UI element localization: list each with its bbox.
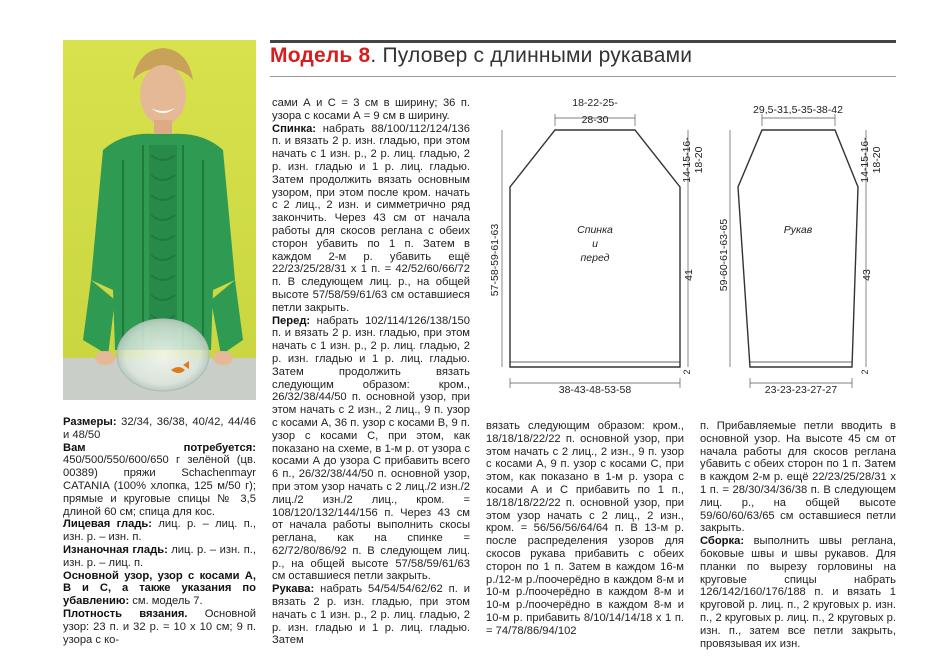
title-rule (270, 40, 896, 43)
sleeve-raglan-height: 14-15-16- (859, 137, 871, 183)
right-column-2-text: п. Прибавляемые петли вводить в основной узор. На высоте 45 см от начала работы для скосов реглана убавить с обеих сторон по 1 п. Затем в каждом 2-м р. ещё 22/23/25/28/31 х 1 п. = 28/30/34/36/38 п. В следующем лиц. р., на общей высоте 59/60/60/63/65 см оставшиеся петли закрыть. (700, 420, 896, 535)
gauge-label: Плотность вязания. (63, 607, 188, 620)
sleeve-schematic (738, 130, 858, 367)
model-photo (63, 40, 256, 400)
body-raglan-height-2: 18-20 (693, 146, 705, 174)
front-text: набрать 102/114/126/138/150 п. и вязать 2 р. изн. гладью, при этом начать с 1 изн. р., 2 р. лиц. гладью, 2 р. изн. гладью и 1 р. лиц. гладью. Затем продолжить вязать следующим образом: кром., 26/32/38/44/50 п. основной узор, при этом начать с 2 изн., 2 лиц., 9 п. узор с косами А, 36 п. узор с косами В, 9 п. узор с косами С, при этом, как показано на схеме, в 1-м р. от узора с косами А до узора С прибавить всего 6 п., 26/32/38/44/50 п. основной узор, при этом узор начать с 2 лиц./2 изн./2 лиц./2 изн./2 лиц., кром. = 108/120/132/144/156 п. Через 43 см от начала работы выполнить скосы реглана, как на спинке = 62/72/80/86/92 п. В следующем лиц. р., на общей высоте 57/58/59/61/63 см оставшиеся петли закрыть. (272, 314, 471, 583)
materials-paragraph (63, 442, 256, 519)
sleeve-bottom-width: 23-23-23-27-27 (764, 384, 838, 396)
left-column (63, 416, 256, 646)
right-column-2 (700, 420, 896, 650)
gauge-text: Основной узор: 23 п. и 32 р. = 10 х 10 см; 9 п. узора с ко- (63, 607, 257, 646)
assembly-label: Сборка: (700, 535, 745, 548)
pattern-label: Основной узор, узор с косами А, В и С, а также указания по убавлению: (63, 569, 256, 608)
reverse-text: лиц. р. – изн. п., изн. р. – лиц. п. (63, 543, 256, 569)
sizes-label: Размеры: (63, 416, 117, 428)
model-label: Модель 8 (270, 44, 371, 67)
sleeve-text: набрать 54/54/54/62/62 п. и вязать 2 р. изн. гладью, при этом начать с 1 изн. р., 2 р. лиц. гладью, 2 р. изн. гладью и 1 р. лиц. гладью. Затем (272, 583, 470, 647)
pattern-text: см. модель 7. (132, 595, 203, 608)
sizes-text: 32/34, 36/38, 40/42, 44/46 и 48/50 (63, 416, 256, 441)
front-label: Перед: (272, 314, 311, 327)
body-label-1: Спинка (577, 224, 613, 236)
stockinette-text: лиц. р. – лиц. п., изн. р. – изн. п. (63, 518, 256, 544)
pattern-paragraph (63, 570, 256, 608)
sleeve-raglan-height-2: 18-20 (871, 146, 883, 174)
garment-title: Пуловер с длинными рукавами (382, 44, 693, 67)
reverse-label: Изнаночная гладь: (63, 543, 168, 556)
gauge-paragraph (63, 608, 256, 646)
right-column-1 (486, 420, 684, 638)
sleeve-label: Рукава: (272, 583, 315, 596)
assembly-text: выполнить швы реглана, боковые швы и швы рукавов. Для планки по вырезу горловины на круговые спицы набрать 126/142/160/176/188 п. и вязать 1 круговой р. лиц. п., 2 круговых р. изн. п., 2 круговых р. лиц. п., 2 круговых р. изн. п., затем все петли закрыть, провязывая их изн. (700, 535, 897, 650)
body-bottom-width: 38-43-48-53-58 (558, 384, 632, 396)
body-top-width: 18-22-25- (572, 97, 618, 109)
title-underline (270, 76, 896, 77)
body-label-3: перед (580, 252, 610, 264)
body-lower-height: 41 (683, 269, 695, 281)
body-hem-height: 2 (682, 369, 692, 375)
sleeve-paragraph (272, 583, 470, 647)
sleeve-lower-height: 43 (861, 269, 873, 281)
materials-text: 450/500/550/600/650 г зелёной (цв. 00389) пряжи Schachenmayr CATANIA (100% хлопка, 125 м/50 г); прямые и круговые спицы № 3,5 длиной 60 см; спица для кос. (63, 454, 256, 518)
model-suffix: . (370, 44, 377, 67)
body-top-width-2: 28-30 (581, 114, 609, 126)
sleeve-label: Рукав (783, 224, 813, 236)
reverse-paragraph (63, 544, 256, 570)
sleeve-hem-height: 2 (860, 369, 870, 375)
page-title (270, 44, 692, 68)
back-paragraph (272, 123, 470, 315)
back-label: Спинка: (272, 122, 317, 135)
body-raglan-height: 14-15-16- (681, 137, 693, 183)
middle-column (272, 97, 470, 647)
right-column-1-text: вязать следующим образом: кром., 18/18/18/22/22 п. основной узор, при этом начать с 2 лиц., 2 изн., 9 п. узор с косами А, 9 п. узор с косами С, при этом, как показано в 1-м р. узора с косами А и С прибавить по 1 п., 18/18/18/22/22 п. основной узор, при этом узор начать с 2 лиц., 2 изн., кром. = 56/56/56/64/64 п. В 13-м р. после распределения узоров для скосов рукава прибавить с обеих сторон по 1 п. Затем в каждом 16-м р./12-м р./поочерёдно в каждом 8-м и 10-м р./поочерёдно в каждом 8-м и 10-м р./поочерёдно в каждом 8-м и 10-м р. прибавить 8/10/14/14/18 х 1 п. = 74/78/86/94/102 (486, 420, 684, 637)
body-label-2: и (592, 238, 598, 250)
schematic-drawing (480, 90, 900, 410)
sleeve-outline (738, 130, 858, 367)
stockinette-paragraph (63, 518, 256, 544)
back-text: набрать 88/100/112/124/136 п. и вязать 2 р. изн. гладью, при этом начать с 1 изн. р., 2 р. лиц. гладью, 2 р. изн. гладью и 1 р. лиц. гладью. Затем продолжить вязать основным узором, при этом после кром. начать с 2 лиц., 2 изн. и симметрично ряд закончить. Через 43 см от начала работы для скосов реглана с обеих сторон убавить по 1 п. Затем в каждом 2-м р. убавить ещё 22/23/25/28/31 х 1 п. = 42/52/60/66/72 п. В следующем лиц. р., на общей высоте 57/58/59/61/63 см оставшиеся петли закрыть. (272, 122, 471, 314)
sleeve-total-height: 59-60-61-63-65 (718, 218, 730, 292)
body-total-height: 57-58-59-61-63 (489, 223, 501, 297)
model-photo-illustration (63, 40, 256, 400)
assembly-paragraph (700, 535, 896, 650)
sleeve-top-width: 29,5-31,5-35-38-42 (753, 104, 843, 116)
front-paragraph (272, 315, 470, 584)
body-dimension-lines (502, 114, 688, 388)
sizes-paragraph (63, 416, 256, 442)
materials-label: Вам потребуется: (63, 441, 256, 454)
stockinette-label: Лицевая гладь: (63, 518, 153, 531)
middle-intro: сами А и С = 3 см в ширину; 36 п. узора с косами А = 9 см в ширину. (272, 97, 470, 122)
